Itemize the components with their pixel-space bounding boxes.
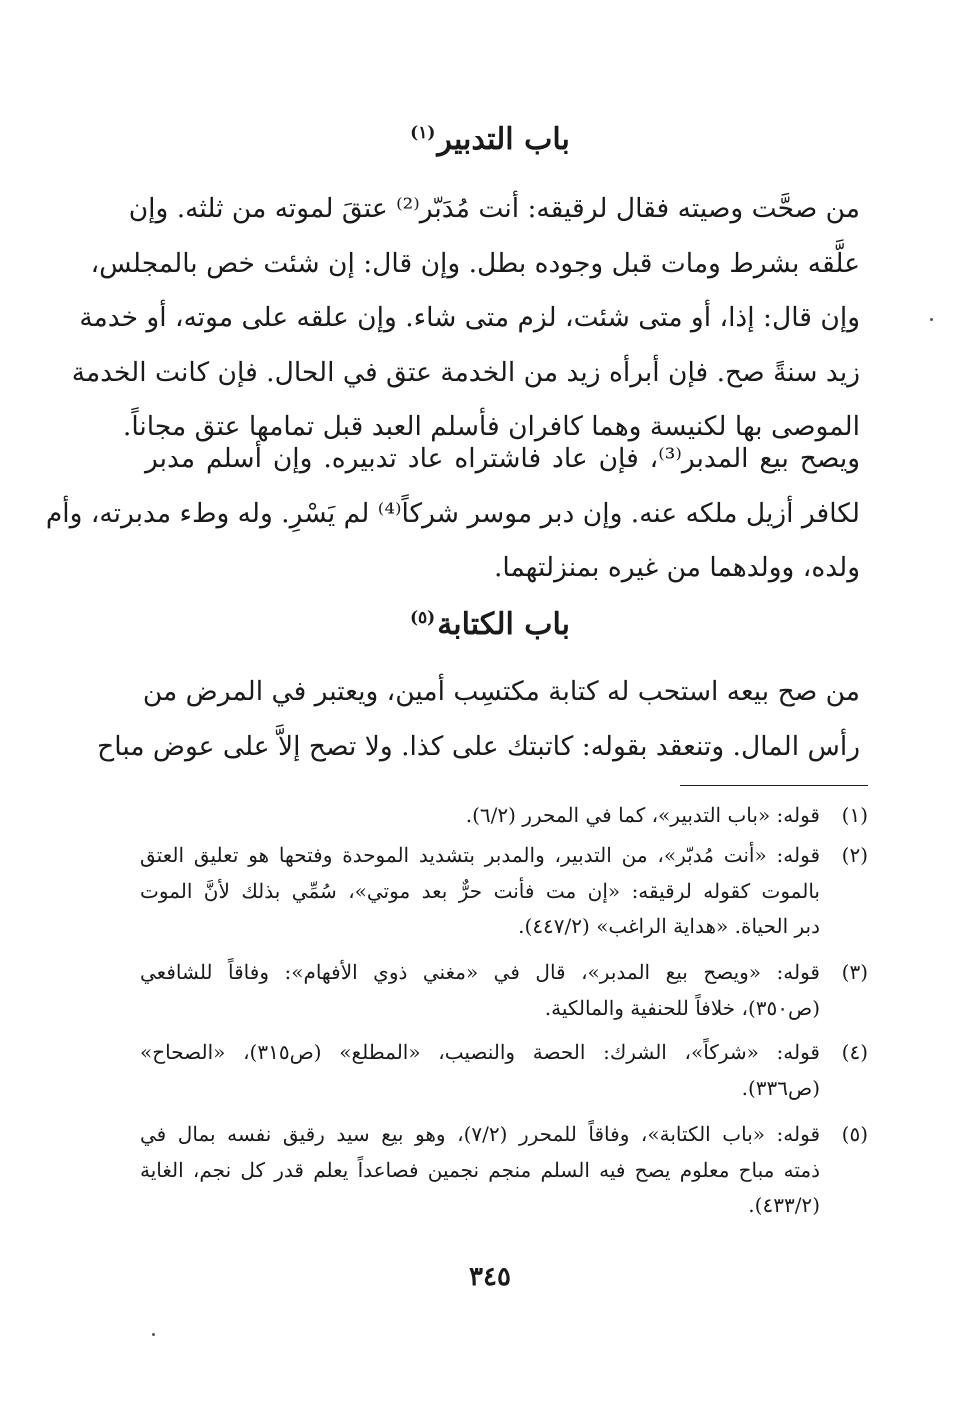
footnote-line: قوله: «ويصح بيع المدبر»، قال في «مغني ذوي الأفهام»: وفاقاً للشافعي — [140, 960, 820, 984]
footnote-4 — [140, 1035, 868, 1106]
text-line: علَّقه بشرط ومات قبل وجوده بطل. وإن قال: إن شئت خص بالمجلس، — [90, 247, 860, 279]
scan-speck — [930, 318, 933, 321]
footnote-line: (ص٣٣٦). — [741, 1075, 820, 1100]
footnote-line: قوله: «شركاً»، الشرك: الحصة والنصيب، «المطلع» (ص٣١٥)، «الصحاح» — [140, 1040, 820, 1064]
text-line: من صح بيعه استحب له كتابة مكتسِب أمين، ويعتبر في المرض من — [142, 676, 860, 707]
footnote-number: (٥) — [841, 1122, 868, 1146]
footnote-5 — [140, 1117, 868, 1224]
footnote-line: قوله: «أنت مُدبّر»، من التدبير، والمدبر بتشديد الموحدة وفتحها هو تعليق العتق — [140, 843, 820, 867]
footnote-separator — [680, 785, 868, 786]
footnote-line: (٤٣٣/٢). — [748, 1193, 820, 1217]
heading-tadbir — [0, 122, 980, 157]
footnote-line: قوله: «باب التدبير»، كما في المحرر (٦/٢). — [465, 803, 820, 827]
text-line: ولده، وولدهما من غيره بمنزلتهما. — [493, 552, 860, 583]
scan-speck — [152, 1333, 155, 1336]
paragraph-kitaba — [97, 665, 860, 774]
text-line: من صحَّت وصيته فقال لرقيقه: أنت مُدَبّر⁽²⁾ عتقَ لموته من ثلثه. وإن — [128, 193, 860, 224]
footnote-line: (ص٣٥٠)، خلافاً للحنفية والمالكية. — [544, 995, 820, 1020]
heading-tadbir-ref: (١) — [410, 123, 436, 143]
paragraph-tadbir-1 — [71, 182, 860, 455]
footnote-line: بالموت كقوله لرقيقه: «إن مت فأنت حرٌّ بعد موتي»، سُمِّي بذلك لأنَّ الموت — [140, 878, 820, 903]
text-line: زيد سنةً صح. فإن أبرأه زيد من الخدمة عتق في الحال. فإن كانت الخدمة — [71, 356, 860, 388]
paragraph-tadbir-2 — [45, 432, 860, 596]
text-line: وإن قال: إذا، أو متى شئت، لزم متى شاء. وإن علقه على موته، أو خدمة — [79, 302, 860, 333]
heading-kitaba-ref: (٥) — [409, 608, 436, 628]
text-line: رأس المال. وتنعقد بقوله: كاتبتك على كذا. ولا تصح إلاَّ على عوض مباح — [97, 730, 860, 762]
footnote-line: ذمته مباح معلوم يصح فيه السلم منجم نجمين فصاعداً يعلم قدر كل نجم، الغاية — [140, 1157, 820, 1182]
footnote-3 — [140, 955, 868, 1026]
text-line: ويصح بيع المدبر⁽³⁾، فإن عاد فاشتراه عاد تدبيره. وإن أسلم مدبر — [145, 443, 860, 474]
footnote-number: (٤) — [841, 1040, 868, 1064]
footnote-line: دبر الحياة. «هداية الراغب» (٤٤٧/٢). — [518, 914, 820, 938]
heading-kitaba — [0, 607, 980, 642]
footnote-number: (٢) — [841, 843, 868, 867]
page-number: ٣٤٥ — [469, 1262, 511, 1292]
heading-tadbir-text: باب التدبير — [437, 122, 570, 157]
text-line: الموصى بها لكنيسة وهما كافران فأسلم العبد قبل تمامها عتق مجاناً. — [122, 411, 860, 442]
text-line: لكافر أزيل ملكه عنه. وإن دبر موسر شركاً⁽⁴⁾ لم يَسْرِ. وله وطء مدبرته، وأم — [45, 497, 860, 529]
footnote-line: قوله: «باب الكتابة»، وفاقاً للمحرر (٧/٢)، وهو بيع سيد رقيق نفسه بمال في — [140, 1122, 820, 1146]
footnote-2 — [140, 838, 868, 945]
footnote-1 — [140, 798, 868, 834]
footnote-number: (٣) — [841, 960, 868, 984]
footnote-number: (١) — [841, 803, 868, 827]
heading-kitaba-text: باب الكتابة — [437, 607, 571, 642]
